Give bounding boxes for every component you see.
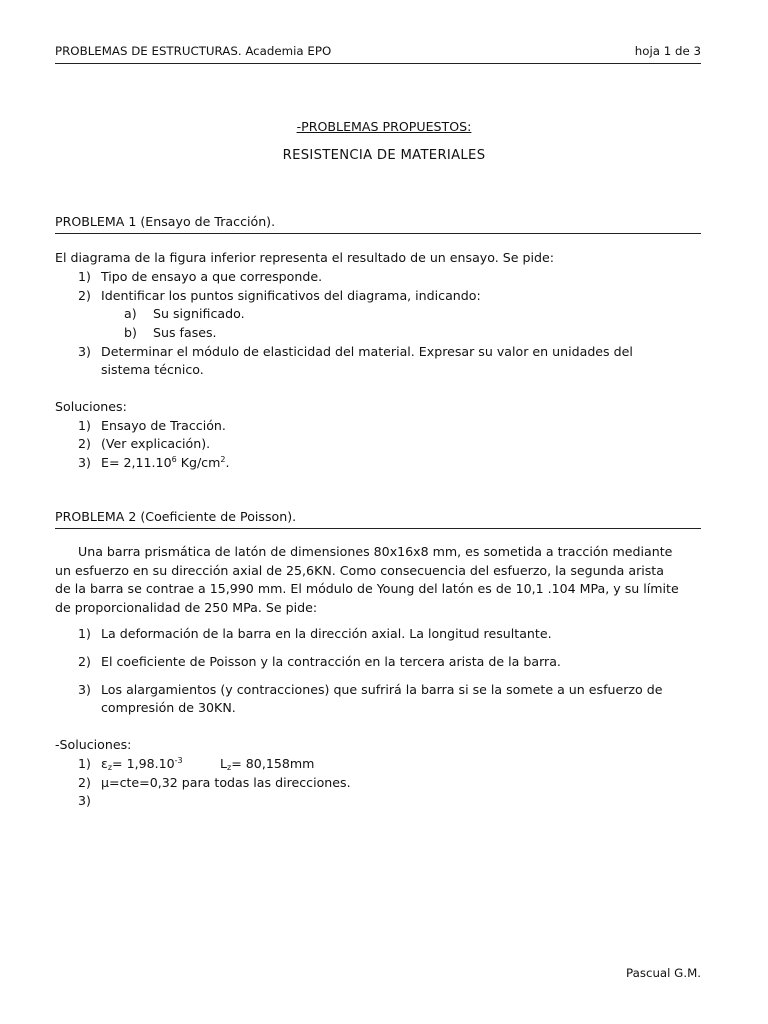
length-formula: $L_z= 80,158mm$ — [220, 756, 315, 772]
author-footer: Pascual G.M. — [626, 966, 701, 980]
document-page: PROBLEMAS DE ESTRUCTURAS. Academia EPO hoja 1 de 3 -PROBLEMAS PROPUESTOS: RESISTENCIA DE MATERIALES PROBLEMA 1 (Ensayo de Tracción). El diagrama de la figura inferior representa el resultado de un ensayo. Se pide: 1) Tipo de ensayo a que corresponde. 2) Identificar los puntos significativos del diagrama, indicando: a) Su significado. b) Sus fases. 3) Determinar el módulo de elasticidad del material. Expresar su valor en unidades del sistema técnico. Soluciones: 1) Ensayo de Tracción. 2) (Ver explicación). 3) $E= 2,11.10^6$ $Kg/cm^2$. PROBLEMA 2 (Coeficiente de Poisson). Una barra prismática de latón de dimensiones 80x16x8 mm, es sometida a tracción mediante un esfuerzo en su dirección axial de 25,6KN. Como consecuencia del esfuerzo, la segunda arista de la barra se contrae a 15,990 mm. El módulo de Young del latón es de 10,1 .104 MPa, y su límite de proporcionalidad de 250 MPa. Se pide: 1) La deformación de la barra en la dirección axial. La longitud resultante. 2) El coeficiente de Poisson y la contracción en la tercera arista de la barra. 3) Los alargamientos (y contracciones) que sufrirá la barra si se la somete a un esfuerzo de compresión de 30KN. -Soluciones: 1) $\varepsilon_z= 1,98.10^{-3}$ $L_z= 80,158mm$ 2) μ=cte=0,32 para todas las direcciones. 3) Pascual G.M. — [0, 0, 768, 1024]
problem-1-heading: PROBLEMA 1 (Ensayo de Tracción). — [55, 214, 701, 234]
document-title: RESISTENCIA DE MATERIALES — [282, 148, 486, 163]
problem-1-solutions-label: Soluciones: — [55, 399, 127, 414]
header-page-number: hoja 1 de 3 — [634, 44, 701, 58]
strain-formula: $\varepsilon_z= 1,98.10^{-3}$ — [101, 756, 183, 772]
problem-2-solutions-label: -Soluciones: — [55, 737, 132, 752]
header-title: PROBLEMAS DE ESTRUCTURAS. Academia EPO — [55, 44, 332, 58]
problem-2-heading: PROBLEMA 2 (Coeficiente de Poisson). — [55, 509, 701, 529]
section-label: -PROBLEMAS PROPUESTOS: — [296, 119, 472, 134]
problem-1-intro: El diagrama de la figura inferior representa el resultado de un ensayo. Se pide: — [55, 250, 554, 265]
page-header — [55, 44, 701, 64]
elastic-modulus-formula: $E= 2,11.10^6$ $Kg/cm^2$. — [101, 455, 230, 470]
